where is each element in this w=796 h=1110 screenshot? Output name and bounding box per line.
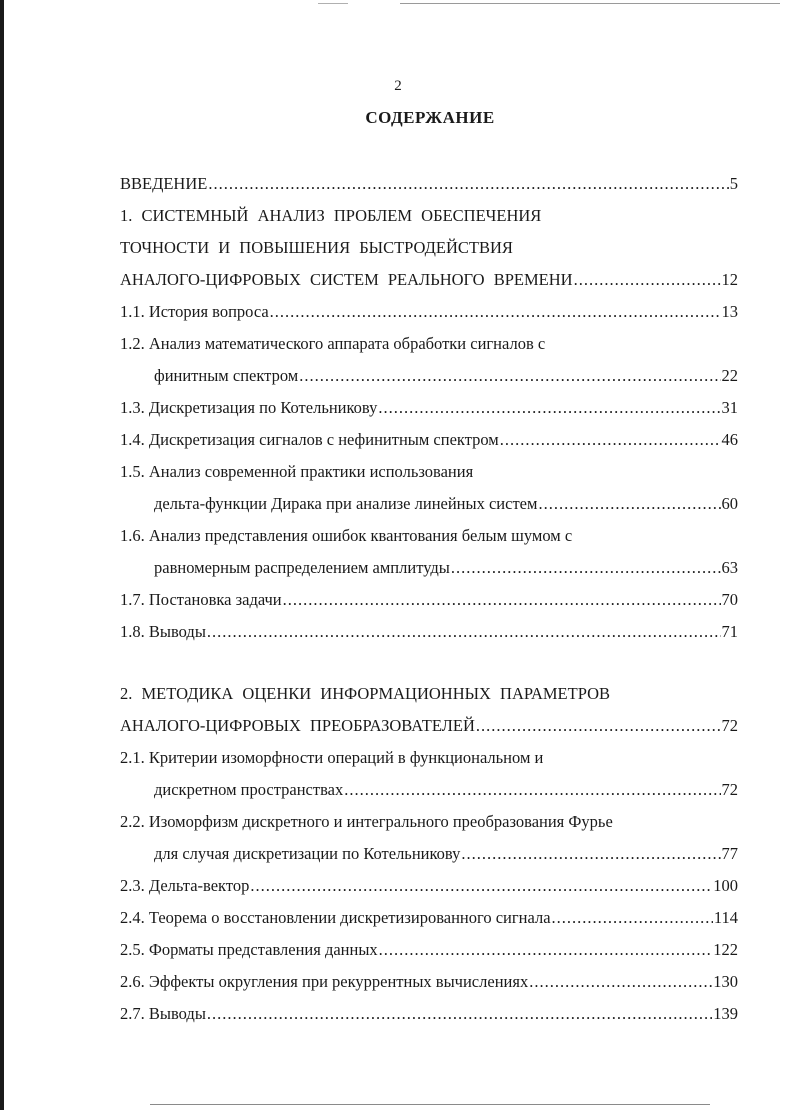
toc-leader-dots xyxy=(574,270,721,290)
toc-leader-dots xyxy=(451,558,721,578)
toc-entry-1-6[interactable] xyxy=(154,558,738,578)
toc-entry-1-8[interactable] xyxy=(120,622,738,642)
toc-entry-title: 1.7. Постановка задачи xyxy=(120,590,282,609)
toc-entry-2-1[interactable] xyxy=(154,780,738,800)
toc-entry-title: 1.8. Выводы xyxy=(120,622,206,641)
toc-entry-title: 1.1. История вопроса xyxy=(120,302,269,321)
toc-entry-page: 77 xyxy=(721,844,738,863)
toc-entry-page: 70 xyxy=(721,590,738,609)
toc-leader-dots xyxy=(207,622,721,642)
toc-chapter-2-line1[interactable]: 2. МЕТОДИКА ОЦЕНКИ ИНФОРМАЦИОННЫХ ПАРАМЕТРОВ xyxy=(120,684,610,703)
toc-entry-intro[interactable] xyxy=(120,174,738,194)
toc-entry-title: дискретном пространствах xyxy=(154,780,344,799)
toc-leader-dots xyxy=(283,590,721,610)
toc-entry-page: 71 xyxy=(721,622,738,641)
toc-entry-1-7[interactable] xyxy=(120,590,738,610)
toc-entry-title: 2.7. Выводы xyxy=(120,1004,206,1023)
toc-entry-2-1-line1[interactable]: 2.1. Критерии изоморфности операций в функциональном и xyxy=(120,748,544,767)
toc-leader-dots xyxy=(208,174,728,194)
toc-entry-title: 2.4. Теорема о восстановлении дискретизированного сигнала xyxy=(120,908,551,927)
toc-entry-2-2-line1[interactable]: 2.2. Изоморфизм дискретного и интегрального преобразования Фурье xyxy=(120,812,613,831)
toc-entry-1-2-line1[interactable]: 1.2. Анализ математического аппарата обработки сигналов с xyxy=(120,334,546,353)
toc-entry-page: 22 xyxy=(721,366,738,385)
toc-entry-1-3[interactable] xyxy=(120,398,738,418)
toc-entry-1-5-line1[interactable]: 1.5. Анализ современной практики использования xyxy=(120,462,474,481)
toc-entry-title: 2.3. Дельта-вектор xyxy=(120,876,250,895)
scan-bottom-line xyxy=(150,1104,710,1105)
toc-entry-title: равномерным распределением амплитуды xyxy=(154,558,450,577)
toc-chapter-1-line2[interactable]: ТОЧНОСТИ И ПОВЫШЕНИЯ БЫСТРОДЕЙСТВИЯ xyxy=(120,238,513,257)
toc-entry-title: АНАЛОГО-ЦИФРОВЫХ СИСТЕМ РЕАЛЬНОГО ВРЕМЕНИ xyxy=(120,270,573,289)
toc-entry-2-5[interactable] xyxy=(120,940,738,960)
toc-leader-dots xyxy=(378,398,720,418)
toc-entry-page: 130 xyxy=(713,972,738,991)
toc-leader-dots xyxy=(250,876,712,896)
toc-leader-dots xyxy=(344,780,720,800)
toc-entry-title: ВВЕДЕНИЕ xyxy=(120,174,208,193)
toc-leader-dots xyxy=(476,716,721,736)
toc-entry-page: 63 xyxy=(721,558,738,577)
toc-entry-page: 46 xyxy=(721,430,738,449)
toc-entry-title: 1.4. Дискретизация сигналов с нефинитным спектром xyxy=(120,430,499,449)
toc-entry-page: 31 xyxy=(721,398,738,417)
toc-leader-dots xyxy=(207,1004,712,1024)
toc-leader-dots xyxy=(299,366,720,386)
toc-entry-page: 5 xyxy=(729,174,738,193)
toc-entry-title: 2.5. Форматы представления данных xyxy=(120,940,378,959)
toc-leader-dots xyxy=(270,302,721,322)
toc-leader-dots xyxy=(529,972,712,992)
toc-entry-2-7[interactable] xyxy=(120,1004,738,1024)
page-number: 2 xyxy=(394,78,402,94)
scan-left-edge xyxy=(0,0,4,1110)
toc-entry-page: 122 xyxy=(713,940,738,959)
toc-entry-2-4[interactable] xyxy=(120,908,738,928)
toc-entry-title: для случая дискретизации по Котельникову xyxy=(154,844,461,863)
toc-leader-dots xyxy=(379,940,713,960)
toc-entry-title: АНАЛОГО-ЦИФРОВЫХ ПРЕОБРАЗОВАТЕЛЕЙ xyxy=(120,716,475,735)
toc-leader-dots xyxy=(500,430,721,450)
toc-entry-page: 72 xyxy=(721,716,738,735)
toc-entry-1-1[interactable] xyxy=(120,302,738,322)
toc-leader-dots xyxy=(538,494,720,514)
toc-entry-1-6-line1[interactable]: 1.6. Анализ представления ошибок квантования белым шумом с xyxy=(120,526,573,545)
toc-entry-page: 114 xyxy=(713,908,738,927)
toc-leader-dots xyxy=(552,908,713,928)
toc-entry-page: 139 xyxy=(713,1004,738,1023)
toc-entry-2-3[interactable] xyxy=(120,876,738,896)
toc-chapter-2[interactable] xyxy=(120,716,738,736)
toc-entry-1-4[interactable] xyxy=(120,430,738,450)
toc-chapter-1[interactable] xyxy=(120,270,738,290)
page-title: СОДЕРЖАНИЕ xyxy=(365,108,495,127)
scan-top-dash xyxy=(318,3,348,4)
toc-entry-page: 100 xyxy=(713,876,738,895)
toc-entry-title: финитным спектром xyxy=(154,366,299,385)
toc-entry-1-5[interactable] xyxy=(154,494,738,514)
toc-entry-title: 1.3. Дискретизация по Котельникову xyxy=(120,398,378,417)
toc-entry-page: 13 xyxy=(721,302,738,321)
toc-entry-page: 12 xyxy=(721,270,738,289)
toc-entry-2-6[interactable] xyxy=(120,972,738,992)
toc-entry-title: 2.6. Эффекты округления при рекуррентных вычислениях xyxy=(120,972,529,991)
toc-entry-page: 60 xyxy=(721,494,738,513)
toc-entry-1-2[interactable] xyxy=(154,366,738,386)
toc-leader-dots xyxy=(461,844,720,864)
toc-entry-2-2[interactable] xyxy=(154,844,738,864)
toc-entry-page: 72 xyxy=(721,780,738,799)
toc-entry-title: дельта-функции Дирака при анализе линейных систем xyxy=(154,494,538,513)
scan-top-line xyxy=(400,3,780,4)
toc-chapter-1-line1[interactable]: 1. СИСТЕМНЫЙ АНАЛИЗ ПРОБЛЕМ ОБЕСПЕЧЕНИЯ xyxy=(120,206,542,225)
